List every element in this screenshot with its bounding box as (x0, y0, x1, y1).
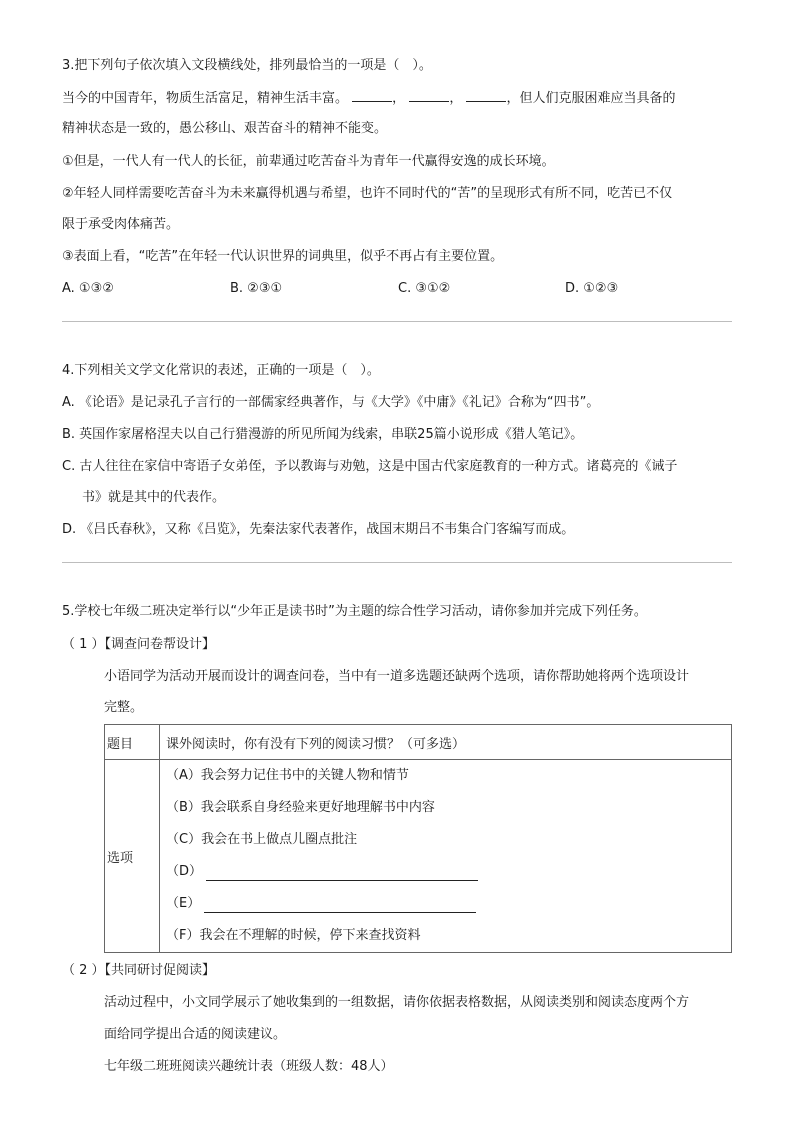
table-row (105, 760, 732, 953)
table-head-options: 选项 (105, 760, 160, 953)
q5-stem: 5.学校七年级二班决定举行以“少年正是读书时”为主题的综合性学习活动，请你参加并完成下列任务。 (62, 604, 647, 619)
q3-stem: 3.把下列句子依次填入文段横线处，排列最恰当的一项是（ ）。 (62, 58, 432, 73)
q3-passage-before: 当今的中国青年，物质生活富足，精神生活丰富。 (62, 91, 349, 106)
survey-option-e-label: （E） (166, 896, 201, 911)
q5-part1-text-line1: 小语同学为活动开展而设计的调查问卷，当中有一道多选题还缺两个选项，请你帮助她将两个选项设计 (104, 669, 690, 684)
q4-option-b[interactable]: B. 英国作家屠格涅夫以自己行猎漫游的所见所闻为线索，串联25篇小说形成《猎人笔记》。 (62, 427, 584, 442)
survey-option-b: （B）我会联系自身经验来更好地理解书中内容 (166, 800, 435, 815)
q3-sentence-1: ①但是，一代人有一代人的长征，前辈通过吃苦奋斗为青年一代赢得安逸的成长环境。 (62, 154, 555, 169)
survey-option-d-row (160, 856, 731, 888)
survey-option-c: （C）我会在书上做点儿圈点批注 (166, 832, 358, 847)
survey-option-f: （F）我会在不理解的时候，停下来查找资料 (166, 928, 421, 943)
table-row (105, 725, 732, 760)
q3-sep-1: ， (392, 91, 406, 106)
q3-blank-2[interactable] (409, 89, 449, 102)
q4-stem: 4.下列相关文学文化常识的表述，正确的一项是（ ）。 (62, 363, 380, 378)
table-options-cell (160, 760, 732, 953)
q3-option-d[interactable]: D. ①②③ (565, 281, 619, 296)
q5-part2-text-line1: 活动过程中，小文同学展示了她收集到的一组数据，请你依据表格数据，从阅读类别和阅读态度两个方 (104, 995, 690, 1010)
q4-option-c-line1[interactable]: C. 古人往往在家信中寄语子女弟侄，予以教诲与劝勉，这是中国古代家庭教育的一种方式。诸葛亮的《诫子 (62, 459, 678, 474)
q3-option-c[interactable]: C. ③①② (398, 281, 451, 296)
survey-option-e-row (160, 888, 731, 920)
q4-option-a[interactable]: A. 《论语》是记录孔子言行的一部儒家经典著作，与《大学》《中庸》《礼记》合称为“四书”。 (62, 395, 600, 410)
q3-option-a[interactable]: A. ①③② (62, 281, 114, 296)
q3-option-b[interactable]: B. ②③① (230, 281, 283, 296)
q3-passage-line1 (62, 89, 675, 108)
q5-part2-text-line2: 面给同学提出合适的阅读建议。 (104, 1027, 287, 1042)
q5-part1-text-line2: 完整。 (104, 700, 144, 715)
survey-option-d-label: （D） (166, 864, 203, 879)
survey-table (104, 724, 732, 953)
survey-option-e-blank[interactable] (204, 894, 476, 913)
survey-option-d-blank[interactable] (206, 862, 478, 881)
q3-sentence-2-line2: 限于承受肉体痛苦。 (62, 217, 180, 232)
q3-passage-line2: 精神状态是一致的，愚公移山、艰苦奋斗的精神不能变。 (62, 121, 388, 136)
q3-blank-1[interactable] (352, 89, 392, 102)
survey-option-a: （A）我会努力记住书中的关键人物和情节 (166, 768, 409, 783)
q4-option-c-line2[interactable]: 书》就是其中的代表作。 (82, 490, 226, 505)
divider (62, 321, 732, 322)
table-question-text: 课外阅读时，你有没有下列的阅读习惯？（可多选） (160, 725, 732, 760)
q5-part2-title: （ 2 ）【共同研讨促阅读】 (62, 963, 216, 978)
q4-option-d[interactable]: D. 《吕氏春秋》，又称《吕览》，先秦法家代表著作，战国末期吕不韦集合门客编写而成。 (62, 522, 575, 537)
divider (62, 562, 732, 563)
q5-table-caption: 七年级二班班阅读兴趣统计表（班级人数：48人） (104, 1059, 394, 1074)
q3-sentence-3: ③表面上看，“吃苦”在年轻一代认识世界的词典里，似乎不再占有主要位置。 (62, 249, 504, 264)
table-head-question: 题目 (105, 725, 160, 760)
q3-sentence-2-line1: ②年轻人同样需要吃苦奋斗为未来赢得机遇与希望，也许不同时代的“苦”的呈现形式有所不同，吃苦已不仅 (62, 186, 673, 201)
q3-passage-after: ，但人们克服困难应当具备的 (506, 91, 676, 106)
q5-part1-title: （ 1 ）【调查问卷帮设计】 (62, 637, 216, 652)
q3-blank-3[interactable] (466, 89, 506, 102)
q3-sep-2: ， (449, 91, 463, 106)
